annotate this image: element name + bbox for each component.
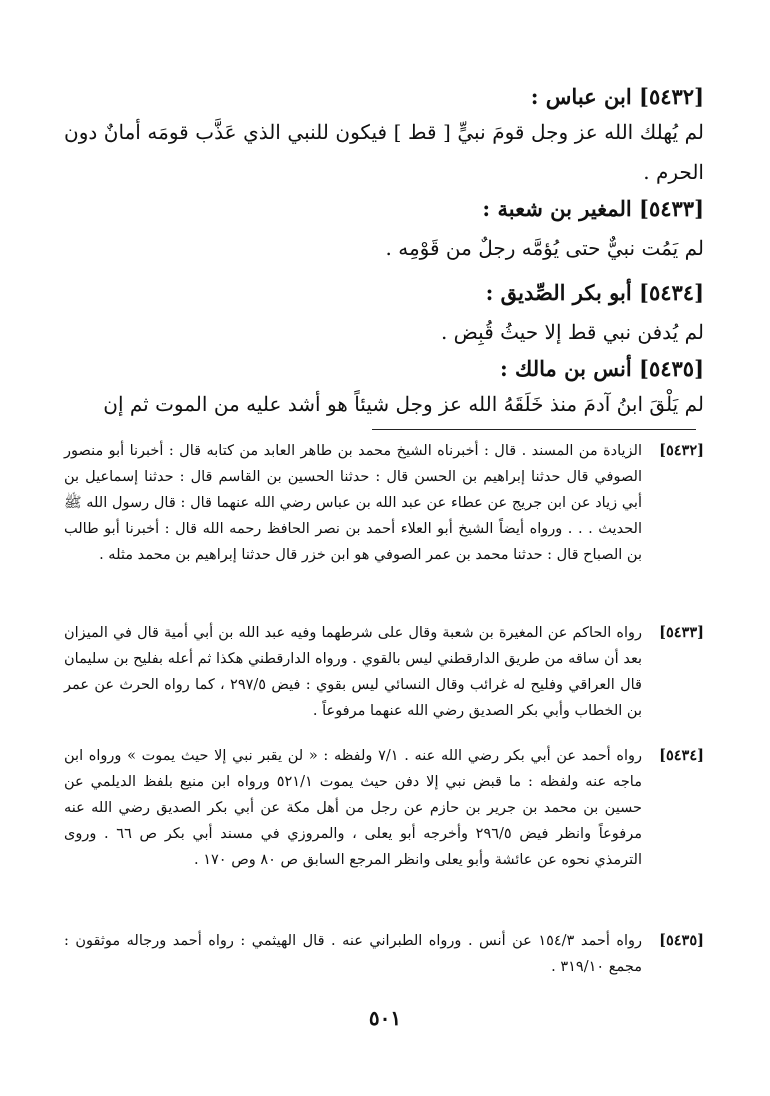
footnote <box>64 928 704 980</box>
footnote <box>64 438 704 568</box>
entry-number: [٥٤٣٤] <box>639 280 704 305</box>
footnote <box>64 743 704 873</box>
footnote-text: الزيادة من المسند . قال : أخبرناه الشيخ محمد بن طاهر العابد من كتابه قال : أخبرنا أبو منصور الصوفي قال حدثنا إبراهيم بن الحسن قال : حدثنا الحسين بن القاسم قال : حدثنا إسماعيل بن أبي زياد عن ابن جريج عن عطاء عن عبد الله بن عباس رضي الله عنهما قال : قال رسول الله ﷺ الحديث . . . ورواه أيضاً الشيخ أبو العلاء أحمد بن نصر الحافظ رحمه الله قال : أخبرنا أبو طالب بن الصباح قال : حدثنا محمد بن عمر الصوفي هو ابن خزر قال حدثنا إبراهيم بن محمد مثله . <box>64 443 642 563</box>
entry-narrator: المغير بن شعبة : <box>482 196 632 221</box>
footnote-text: رواه أحمد ١٥٤/٣ عن أنس . ورواه الطبراني عنه . قال الهيثمي : رواه أحمد ورجاله موثقون : مجمع ٣١٩/١٠ . <box>64 933 642 975</box>
entry-heading <box>482 196 704 221</box>
entry-number: [٥٤٣٣] <box>639 196 704 221</box>
entry-narrator: ابن عباس : <box>530 84 632 109</box>
hadith-text: لم يُهلك الله عز وجل قومَ نبيٍّ [ قط ] فيكون للنبي الذي عَذَّب قومَه أمانٌ دون الحرم . <box>64 120 704 184</box>
entry-heading <box>531 84 704 109</box>
hadith-text: لم يُدفن نبي قط إلا حيثُ قُبِض . <box>440 320 704 344</box>
entry-narrator: أنس بن مالك : <box>499 356 632 381</box>
entry-number: [٥٤٣٥] <box>639 356 704 381</box>
footnote-number: [٥٤٣٤] <box>659 747 704 764</box>
footnote-number: [٥٤٣٥] <box>659 932 704 949</box>
page-number: ٥٠١ <box>368 1006 402 1030</box>
footnote-divider <box>372 429 696 430</box>
entry-heading <box>486 280 704 305</box>
entry-narrator: أبو بكر الصِّديق : <box>485 280 632 305</box>
hadith-text: لم يَلْقَ ابنُ آدمَ منذ خَلَقَهُ الله عز وجل شيئاً هو أشد عليه من الموت ثم إن <box>103 392 704 416</box>
footnote-number: [٥٤٣٢] <box>659 442 704 459</box>
hadith-text: لم يَمُت نبيٌّ حتى يُؤمَّه رجلٌ من قَوْمِه . <box>385 236 704 260</box>
footnote <box>64 620 704 724</box>
entry-heading <box>500 356 704 381</box>
footnote-text: رواه الحاكم عن المغيرة بن شعبة وقال على شرطهما وفيه عبد الله بن أبي أمية قال في الميزان بعد أن ساقه من طريق الدارقطني ليس بالقوي . ورواه الدارقطني هكذا ثم أعله بفليح بن سليمان قال العراقي وفليح له غرائب وقال النسائي ليس بقوي : فيض ٢٩٧/٥ ، كما رواه الحرث عن عمر بن الخطاب وأبي بكر الصديق رضي الله عنهما مرفوعاً . <box>64 625 642 719</box>
footnote-number: [٥٤٣٣] <box>659 624 704 641</box>
entry-number: [٥٤٣٢] <box>639 84 704 109</box>
footnote-text: رواه أحمد عن أبي بكر رضي الله عنه . ٧/١ ولفظه : « لن يقبر نبي إلا حيث يموت » ورواه ابن ماجه عنه ولفظه : ما قبض نبي إلا دفن حيث يموت ٥٢١/١ ورواه ابن منيع بلفظ الديلمي عن حسين بن محمد بن جرير بن حازم عن رجل من أهل مكة عن أبي بكر الصديق رضي الله عنه مرفوعاً وانظر فيض ٢٩٦/٥ وأخرجه أبو يعلى ، والمروزي في مسند أبي بكر ص ٦٦ . وروى الترمذي نحوه عن عائشة وأبو يعلى وانظر المرجع السابق ص ٨٠ وص ١٧٠ . <box>64 748 642 868</box>
